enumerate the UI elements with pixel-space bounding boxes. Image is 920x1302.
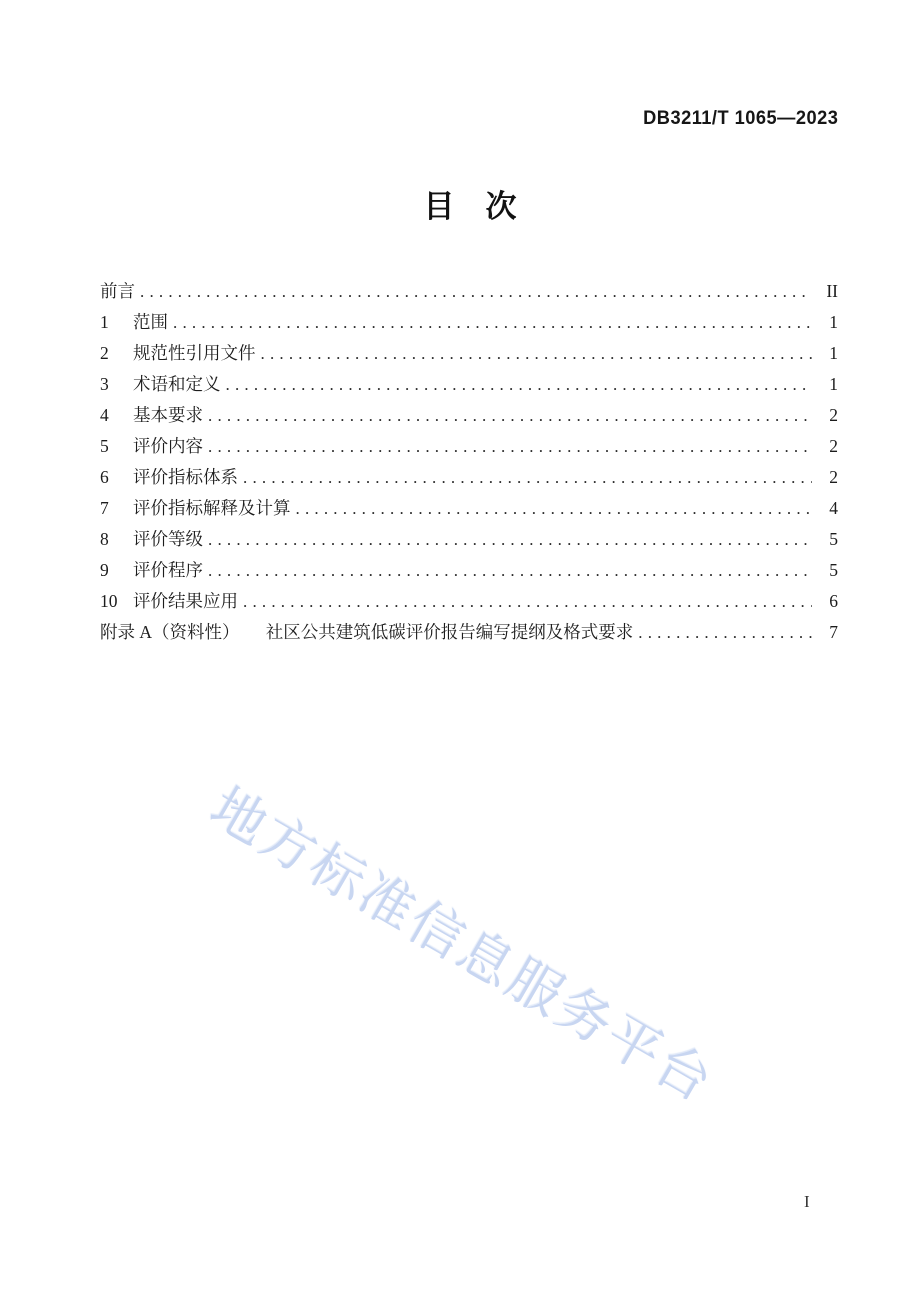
toc-entry-page: 2 [829,436,838,456]
toc-leader-dots [226,369,813,400]
toc-entry [100,586,838,617]
toc-entry [100,307,838,338]
table-of-contents [100,276,838,648]
toc-entry-page: 5 [829,560,838,580]
toc-leader-dots [173,307,812,338]
toc-entry-label: 范围 [133,312,168,332]
toc-entry-number: 2 [100,343,109,363]
page-number: I [804,1192,810,1211]
toc-leader-dots [208,555,812,586]
toc-leader-dots [638,617,812,648]
toc-entry-label: 规范性引用文件 [133,343,256,363]
toc-entry [100,338,838,369]
toc-entry-page: II [826,281,838,301]
toc-entry-label: 前言 [100,281,135,301]
toc-entry-number: 9 [100,560,109,580]
toc-entry [100,524,838,555]
toc-leader-dots [243,586,812,617]
toc-entry-label: 术语和定义 [133,374,221,394]
toc-leader-dots [243,462,812,493]
toc-leader-dots [208,431,812,462]
toc-entry-number: 1 [100,312,109,332]
toc-leader-dots [296,493,813,524]
toc-leader-dots [261,338,813,369]
toc-entry-number: 5 [100,436,109,456]
toc-entry-label: 评价程序 [133,560,203,580]
toc-entry-page: 1 [829,312,838,332]
toc-entry [100,276,838,307]
toc-entry-page: 6 [829,591,838,611]
toc-entry-label: 评价内容 [133,436,203,456]
toc-entry-label: 评价指标解释及计算 [133,498,291,518]
toc-entry [100,431,838,462]
toc-entry-page: 2 [829,405,838,425]
toc-entry-page: 2 [829,467,838,487]
toc-entry-number: 10 [100,591,118,611]
doc-code: DB3211/T 1065—2023 [642,108,838,129]
toc-entry-label: 评价等级 [133,529,203,549]
toc-leader-dots [140,276,812,307]
toc-entry [100,400,838,431]
toc-entry-label: 附录 A（资料性） 社区公共建筑低碳评价报告编写提纲及格式要求 [100,622,634,642]
toc-entry [100,617,838,648]
page-title: 目 次 [423,189,517,224]
toc-entry-label: 基本要求 [133,405,203,425]
toc-entry-page: 4 [829,498,838,518]
toc-entry-label: 评价结果应用 [133,591,238,611]
toc-entry [100,493,838,524]
watermark: 地方标准信息服务平台 [200,777,725,1115]
toc-leader-dots [208,524,812,555]
toc-entry-number: 6 [100,467,109,487]
toc-entry-page: 5 [829,529,838,549]
toc-entry-page: 1 [829,343,838,363]
toc-entry-number: 7 [100,498,109,518]
toc-entry [100,369,838,400]
toc-leader-dots [208,400,812,431]
toc-entry [100,555,838,586]
toc-entry-label: 评价指标体系 [133,467,238,487]
toc-entry [100,462,838,493]
toc-entry-number: 8 [100,529,109,549]
toc-entry-page: 1 [829,374,838,394]
toc-entry-number: 4 [100,405,109,425]
toc-entry-number: 3 [100,374,109,394]
toc-entry-page: 7 [829,622,838,642]
